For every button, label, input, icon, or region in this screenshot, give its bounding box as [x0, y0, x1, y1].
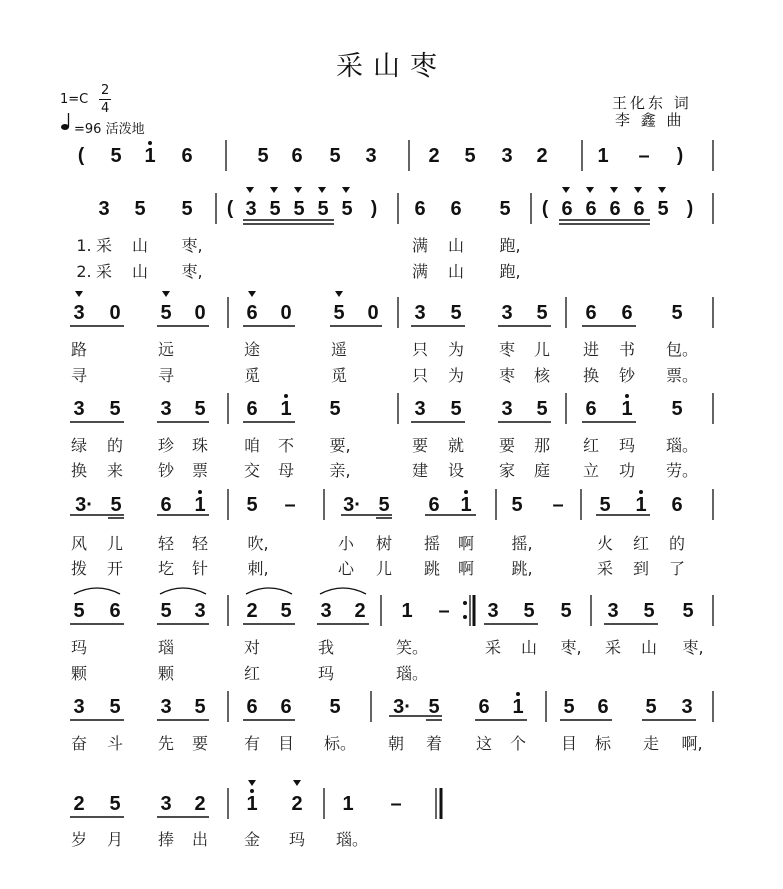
note: 2: [354, 600, 366, 622]
lyric: 目: [560, 734, 578, 753]
note: 0: [109, 302, 121, 324]
note: 2: [73, 793, 85, 815]
lyric: 我: [317, 638, 335, 657]
staff-row-7: [70, 691, 713, 722]
accent-marks: [562, 187, 666, 193]
note: 5: [109, 398, 121, 420]
lyric: 树: [375, 534, 393, 553]
note: 5: [464, 145, 476, 167]
lyric: 要: [498, 436, 516, 455]
lyric: 跳: [423, 559, 441, 578]
lyric: 亲,: [329, 461, 351, 480]
note: 1: [194, 494, 206, 516]
note: 6: [280, 696, 292, 718]
lyric: 笑。: [395, 638, 429, 657]
lyric: 票。: [665, 366, 699, 385]
slur: [246, 588, 292, 594]
lyric: 颗: [70, 664, 88, 683]
lyric: 庭: [533, 461, 551, 480]
lyric: 枣,: [181, 262, 203, 281]
note: 3: [607, 600, 619, 622]
lyric: 枣: [498, 366, 516, 385]
lyric: 瑙。: [395, 664, 429, 683]
lyric: 不: [277, 436, 295, 455]
lyric: 路: [70, 340, 88, 359]
staff-row-3: [70, 291, 713, 328]
note: 5: [160, 302, 172, 324]
lyric: 枣,: [181, 236, 203, 255]
note: 3: [320, 600, 332, 622]
note: 6: [246, 302, 258, 324]
note: 5: [428, 696, 440, 718]
note: 1: [621, 398, 633, 420]
note: 6: [450, 198, 462, 220]
note: 5: [280, 600, 292, 622]
note: 1: [635, 494, 647, 516]
lyric: 山: [131, 236, 149, 255]
lyric: 目: [277, 734, 295, 753]
note: 3: [501, 302, 513, 324]
note: 6: [246, 398, 258, 420]
note: 2: [246, 600, 258, 622]
lyric: 红: [243, 664, 261, 683]
lyric: 绿: [70, 436, 88, 455]
note: 1: [401, 600, 413, 622]
note: 6: [671, 494, 683, 516]
note: 6: [428, 494, 440, 516]
note: 3: [73, 398, 85, 420]
lyric: 山: [131, 262, 149, 281]
lyric: 着: [425, 734, 443, 753]
note: 5: [110, 494, 122, 516]
lyric: 轻: [157, 534, 175, 553]
lyric: 的: [668, 534, 686, 553]
lyric: 玛: [618, 436, 636, 455]
lyric: 山: [447, 236, 465, 255]
lyric: 颗: [157, 664, 175, 683]
lyric: 朝: [387, 734, 405, 753]
open-paren: (: [541, 198, 549, 219]
slur: [160, 588, 206, 594]
lyric: 交: [243, 461, 261, 480]
lyric: 咱: [243, 436, 261, 455]
note: 6: [633, 198, 645, 220]
lyric: 珠: [191, 436, 209, 455]
note: 3·: [75, 494, 93, 516]
lyricist-credit: 王化东 词: [612, 94, 692, 112]
accent-marks: [246, 187, 350, 193]
lyric: 满: [411, 262, 429, 281]
note: 6: [160, 494, 172, 516]
note: 5: [563, 696, 575, 718]
lyric: 对: [243, 638, 261, 657]
note: 5: [181, 198, 193, 220]
lyric: 家: [498, 461, 516, 480]
note: 5: [329, 145, 341, 167]
lyric: 岁: [70, 830, 88, 849]
lyric: 寻: [70, 366, 88, 385]
lyric: 红: [582, 436, 600, 455]
lyric: 来: [106, 461, 124, 480]
lyric: 心: [337, 559, 355, 578]
lyric: 圪: [157, 559, 175, 578]
note: 5: [194, 696, 206, 718]
lyric: 出: [191, 830, 209, 849]
lyric: 刺,: [247, 559, 269, 578]
close-paren: ): [686, 198, 694, 219]
lyric: 觅: [330, 366, 348, 385]
repeat-dot: [463, 601, 467, 605]
lyrics-row-5: [71, 534, 685, 578]
note: 5: [194, 398, 206, 420]
note: 5: [329, 696, 341, 718]
note: 5: [160, 600, 172, 622]
lyric: 寻: [157, 366, 175, 385]
note: 5: [523, 600, 535, 622]
lyric: 斗: [106, 734, 124, 753]
lyrics-row-2: [76, 236, 520, 281]
note: 1: [144, 145, 156, 167]
lyric: 个: [509, 734, 527, 753]
note: 5: [257, 145, 269, 167]
lyric: 进: [582, 340, 600, 359]
lyric: 火: [596, 534, 614, 553]
lyric: 金: [243, 830, 261, 849]
note: 5: [317, 198, 329, 220]
note: 5: [671, 302, 683, 324]
lyric: 摇,: [511, 534, 533, 553]
note: 3: [414, 398, 426, 420]
note: 3: [73, 696, 85, 718]
lyrics-row-3: [71, 340, 698, 385]
dash: –: [390, 793, 402, 815]
high-octave-dot: [284, 394, 288, 398]
lyric: 跑,: [499, 236, 521, 255]
note: 5: [536, 398, 548, 420]
lyric: 途: [243, 340, 261, 359]
tempo-marking: =96 活泼地: [74, 122, 145, 137]
lyric: 只: [411, 340, 429, 359]
repeat-dot: [463, 615, 467, 619]
note: 6: [621, 302, 633, 324]
staff-row-6: [70, 588, 713, 626]
lyric: 枣: [498, 340, 516, 359]
note: 2: [428, 145, 440, 167]
lyric: 要: [411, 436, 429, 455]
lyric: 儿: [106, 534, 124, 553]
lyric: 玛: [317, 664, 335, 683]
lyrics-row-6: [71, 638, 704, 683]
note: 5: [536, 302, 548, 324]
lyric: 走: [642, 734, 660, 753]
note: 1: [246, 793, 258, 815]
lyric: 奋: [70, 734, 88, 753]
lyrics-row-4: [71, 436, 698, 480]
dash: –: [284, 494, 296, 516]
high-octave-dot: [625, 394, 629, 398]
note: 1: [280, 398, 292, 420]
lyric: 捧: [157, 830, 175, 849]
lyric: 为: [447, 366, 465, 385]
lyric: 跳,: [511, 559, 533, 578]
note: 5: [657, 198, 669, 220]
high-octave-dot: [639, 490, 643, 494]
staff-row-1: [78, 140, 713, 171]
close-paren: ): [370, 198, 378, 219]
lyric: 采: [596, 559, 614, 578]
note: 5: [109, 696, 121, 718]
note: 3: [501, 145, 513, 167]
lyric: 远: [157, 340, 175, 359]
lyric: 核: [533, 366, 551, 385]
lyric: 了: [668, 559, 686, 578]
lyric: 小: [337, 534, 355, 553]
lyric: 儿: [375, 559, 393, 578]
note: 6: [585, 398, 597, 420]
note: 6: [291, 145, 303, 167]
note: 2: [291, 793, 303, 815]
note: 3: [487, 600, 499, 622]
staff-row-8: [70, 780, 441, 819]
staff-row-4: [70, 393, 713, 424]
lyric: 珍: [157, 436, 175, 455]
lyric: 书: [618, 340, 636, 359]
note: 2: [194, 793, 206, 815]
note: 3: [98, 198, 110, 220]
lyric: 2.: [76, 262, 92, 281]
note: 3: [414, 302, 426, 324]
lyric: 立: [582, 461, 600, 480]
note: 6: [414, 198, 426, 220]
accent-marks: [248, 780, 301, 786]
lyric: 劳。: [665, 461, 699, 480]
note: 6: [597, 696, 609, 718]
note: 5: [645, 696, 657, 718]
high-octave-dot: [198, 490, 202, 494]
note: 5: [329, 398, 341, 420]
lyric: 山: [520, 638, 538, 657]
note: 1: [342, 793, 354, 815]
note: 3: [681, 696, 693, 718]
slur: [320, 588, 366, 594]
accent-marks: [75, 291, 343, 297]
note: 0: [194, 302, 206, 324]
lyric: 先: [157, 734, 175, 753]
note: 5: [269, 198, 281, 220]
staff-row-5: [70, 489, 713, 520]
staff-row-2: [98, 187, 713, 224]
lyric: 摇: [423, 534, 441, 553]
lyrics-row-7: [71, 734, 703, 753]
close-paren: ): [676, 145, 684, 166]
note: 3·: [343, 494, 361, 516]
lyric: 瑙。: [335, 830, 369, 849]
lyric: 有: [243, 734, 261, 753]
lyric: 换: [582, 366, 600, 385]
high-octave-dot: [516, 692, 520, 696]
note: 6: [478, 696, 490, 718]
key-signature: 1=C: [60, 92, 89, 107]
lyric: 风: [70, 534, 88, 553]
lyric: 满: [411, 236, 429, 255]
note: 3·: [393, 696, 411, 718]
note: 3: [194, 600, 206, 622]
lyric: 瑙。: [665, 436, 699, 455]
lyric: 儿: [533, 340, 551, 359]
lyric: 母: [277, 461, 295, 480]
note: 5: [643, 600, 655, 622]
lyric: 瑙: [157, 638, 175, 657]
lyric: 包。: [665, 340, 699, 359]
note: 3: [160, 793, 172, 815]
composer-credit: 李 鑫 曲: [615, 111, 685, 129]
note: 6: [585, 302, 597, 324]
lyric: 标: [594, 734, 612, 753]
time-signature-top: 2: [101, 83, 110, 98]
lyric: 拨: [70, 559, 88, 578]
note: 5: [682, 600, 694, 622]
note: 5: [293, 198, 305, 220]
lyric: 玛: [70, 638, 88, 657]
note: 3: [501, 398, 513, 420]
lyric: 采: [95, 236, 113, 255]
lyric: 标。: [323, 734, 357, 753]
lyric: 功: [618, 461, 636, 480]
note: 6: [561, 198, 573, 220]
note: 5: [110, 145, 122, 167]
lyric: 换: [70, 461, 88, 480]
open-paren: (: [77, 145, 85, 166]
lyric: 红: [632, 534, 650, 553]
lyric: 山: [640, 638, 658, 657]
note: 2: [536, 145, 548, 167]
dash: –: [638, 145, 650, 167]
lyric: 建: [411, 461, 429, 480]
note: 5: [499, 198, 511, 220]
note: 1: [512, 696, 524, 718]
note: 5: [333, 302, 345, 324]
lyric: 要: [191, 734, 209, 753]
note: 6: [109, 600, 121, 622]
lyric: 吹,: [247, 534, 269, 553]
lyric: 枣,: [560, 638, 582, 657]
note: 5: [246, 494, 258, 516]
open-paren: (: [226, 198, 234, 219]
note: 1: [597, 145, 609, 167]
lyric: 月: [106, 830, 124, 849]
lyric: 针: [191, 559, 209, 578]
lyric: 设: [447, 461, 465, 480]
lyric: 枣,: [682, 638, 704, 657]
lyric: 啊,: [681, 734, 703, 753]
high-octave-dot: [148, 141, 152, 145]
lyric: 山: [447, 262, 465, 281]
lyric: 的: [106, 436, 124, 455]
slur: [74, 588, 120, 594]
note: 3: [73, 302, 85, 324]
note: 5: [450, 398, 462, 420]
note: 0: [367, 302, 379, 324]
lyric: 只: [411, 366, 429, 385]
lyric: 为: [447, 340, 465, 359]
note: 5: [560, 600, 572, 622]
note: 3: [245, 198, 257, 220]
note: 5: [450, 302, 462, 324]
lyric: 那: [533, 436, 551, 455]
lyrics-row-8: [71, 830, 368, 849]
note: 6: [585, 198, 597, 220]
lyric: 啊: [457, 534, 475, 553]
high-octave-dot: [250, 789, 254, 793]
dash: –: [438, 600, 450, 622]
note: 1: [460, 494, 472, 516]
note: 5: [599, 494, 611, 516]
note: 3: [160, 696, 172, 718]
note: 5: [341, 198, 353, 220]
note: 6: [246, 696, 258, 718]
song-title: 采山枣: [336, 51, 447, 82]
note: 0: [280, 302, 292, 324]
lyric: 票: [191, 461, 209, 480]
lyric: 钞: [618, 366, 636, 385]
dash: –: [552, 494, 564, 516]
lyric: 啊: [457, 559, 475, 578]
note: 3: [365, 145, 377, 167]
lyric: 采: [604, 638, 622, 657]
lyric: 跑,: [499, 262, 521, 281]
high-octave-dot: [464, 490, 468, 494]
lyric: 钞: [157, 461, 175, 480]
note: 6: [181, 145, 193, 167]
note: 6: [609, 198, 621, 220]
lyric: 采: [484, 638, 502, 657]
note: 5: [134, 198, 146, 220]
note: 5: [671, 398, 683, 420]
note: 5: [73, 600, 85, 622]
note: 5: [511, 494, 523, 516]
note: 5: [109, 793, 121, 815]
lyric: 开: [106, 559, 124, 578]
lyric: 1.: [76, 236, 92, 255]
lyric: 要,: [329, 436, 351, 455]
note: 3: [160, 398, 172, 420]
time-signature-bottom: 4: [101, 101, 110, 116]
lyric: 玛: [288, 830, 306, 849]
lyric: 就: [447, 436, 465, 455]
lyric: 到: [632, 559, 650, 578]
note: 5: [378, 494, 390, 516]
lyric: 遥: [330, 340, 348, 359]
lyric: 觅: [243, 366, 261, 385]
lyric: 这: [475, 734, 493, 753]
lyric: 采: [95, 262, 113, 281]
lyric: 轻: [191, 534, 209, 553]
